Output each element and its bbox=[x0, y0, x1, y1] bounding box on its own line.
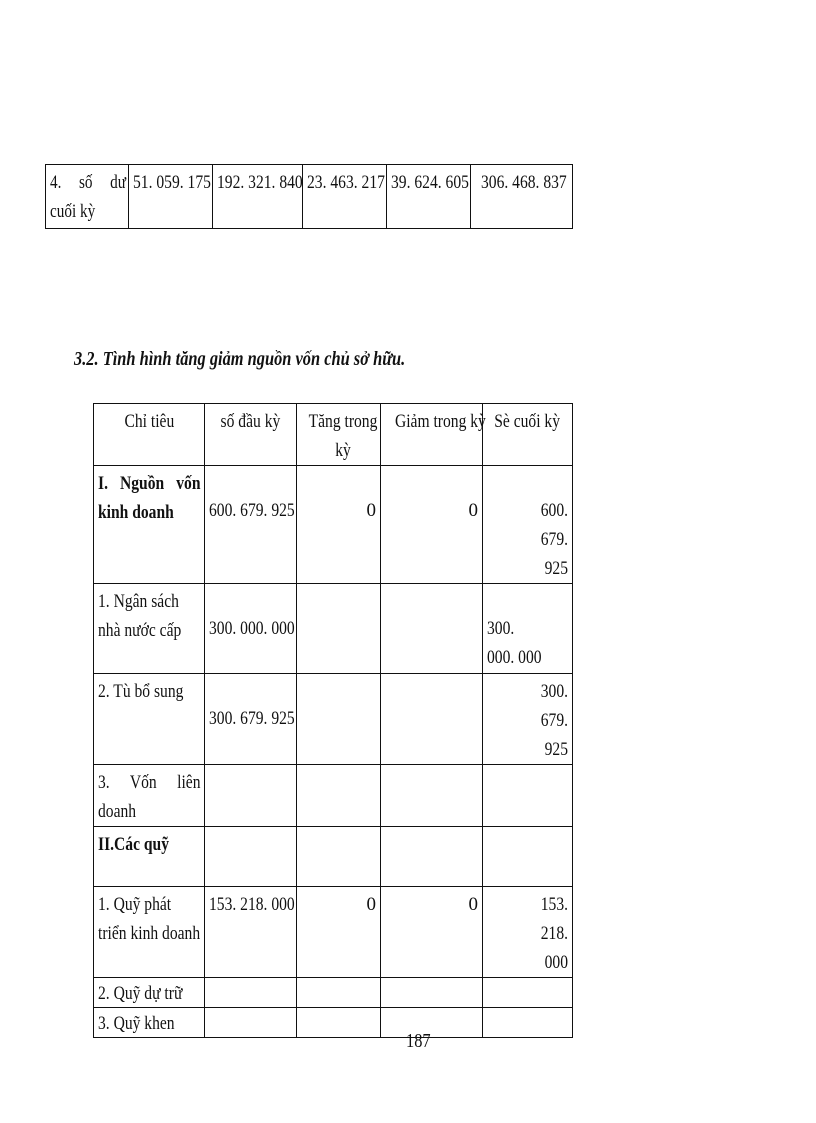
end-value: 300. 000. 000 bbox=[487, 618, 542, 668]
table-row bbox=[94, 1008, 573, 1038]
row-label: II.Các quỹ bbox=[98, 834, 169, 855]
header-cell: Chỉ tiêu bbox=[94, 404, 205, 466]
increase-value: 0 bbox=[366, 894, 376, 915]
row-label: 2. Quỹ dự trữ bbox=[98, 983, 183, 1004]
start-value: 600. 679. 925 bbox=[209, 500, 295, 521]
row-label: 4. số dư cuối kỳ bbox=[46, 165, 129, 229]
row-label: 2. Tù bổ sung bbox=[98, 681, 184, 702]
table-row bbox=[94, 887, 573, 978]
table-row bbox=[46, 165, 573, 229]
end-value: 600. 679. 925 bbox=[540, 500, 568, 579]
start-value: 300. 000. 000 bbox=[209, 618, 295, 639]
table-row bbox=[94, 584, 573, 674]
row-label: I. Nguồn vốn kinh doanh bbox=[98, 473, 201, 523]
table-row bbox=[94, 978, 573, 1008]
header-row bbox=[94, 404, 573, 466]
decrease-value: 0 bbox=[468, 500, 478, 521]
header-cell: Tăng trong kỳ bbox=[297, 404, 381, 466]
value-cell: 306. 468. 837 bbox=[481, 172, 567, 193]
equity-changes-table bbox=[93, 403, 573, 1038]
row-label: 1. Quỹ phát triển kinh doanh bbox=[98, 894, 201, 944]
value-cell: 39. 624. 605 bbox=[391, 172, 469, 193]
decrease-value: 0 bbox=[468, 894, 478, 915]
header-cell: Sè cuối kỳ bbox=[483, 404, 573, 466]
start-value: 300. 679. 925 bbox=[209, 708, 295, 729]
end-value: 300. 679. 925 bbox=[540, 681, 568, 760]
value-cell: 23. 463. 217 bbox=[307, 172, 385, 193]
table-row bbox=[94, 674, 573, 765]
value-cell: 192. 321. 840 bbox=[217, 172, 303, 193]
page-number: 187 bbox=[406, 1030, 431, 1052]
table-row bbox=[94, 466, 573, 584]
header-cell: Giảm trong kỳ bbox=[381, 404, 483, 466]
row-label: 1. Ngân sách nhà nước cấp bbox=[98, 591, 182, 641]
row-label: 3. Vốn liên doanh bbox=[98, 772, 201, 822]
top-balance-table bbox=[45, 164, 573, 229]
table-row bbox=[94, 827, 573, 887]
header-cell: số đầu kỳ bbox=[205, 404, 297, 466]
section-heading: 3.2. Tình hình tăng giảm nguồn vốn chủ sở hữu. bbox=[74, 348, 406, 370]
table-row bbox=[94, 765, 573, 827]
increase-value: 0 bbox=[366, 500, 376, 521]
start-value: 153. 218. 000 bbox=[209, 894, 295, 915]
row-label: 3. Quỹ khen bbox=[98, 1013, 175, 1034]
value-cell: 51. 059. 175 bbox=[133, 172, 211, 193]
end-value: 153. 218. 000 bbox=[540, 894, 568, 973]
